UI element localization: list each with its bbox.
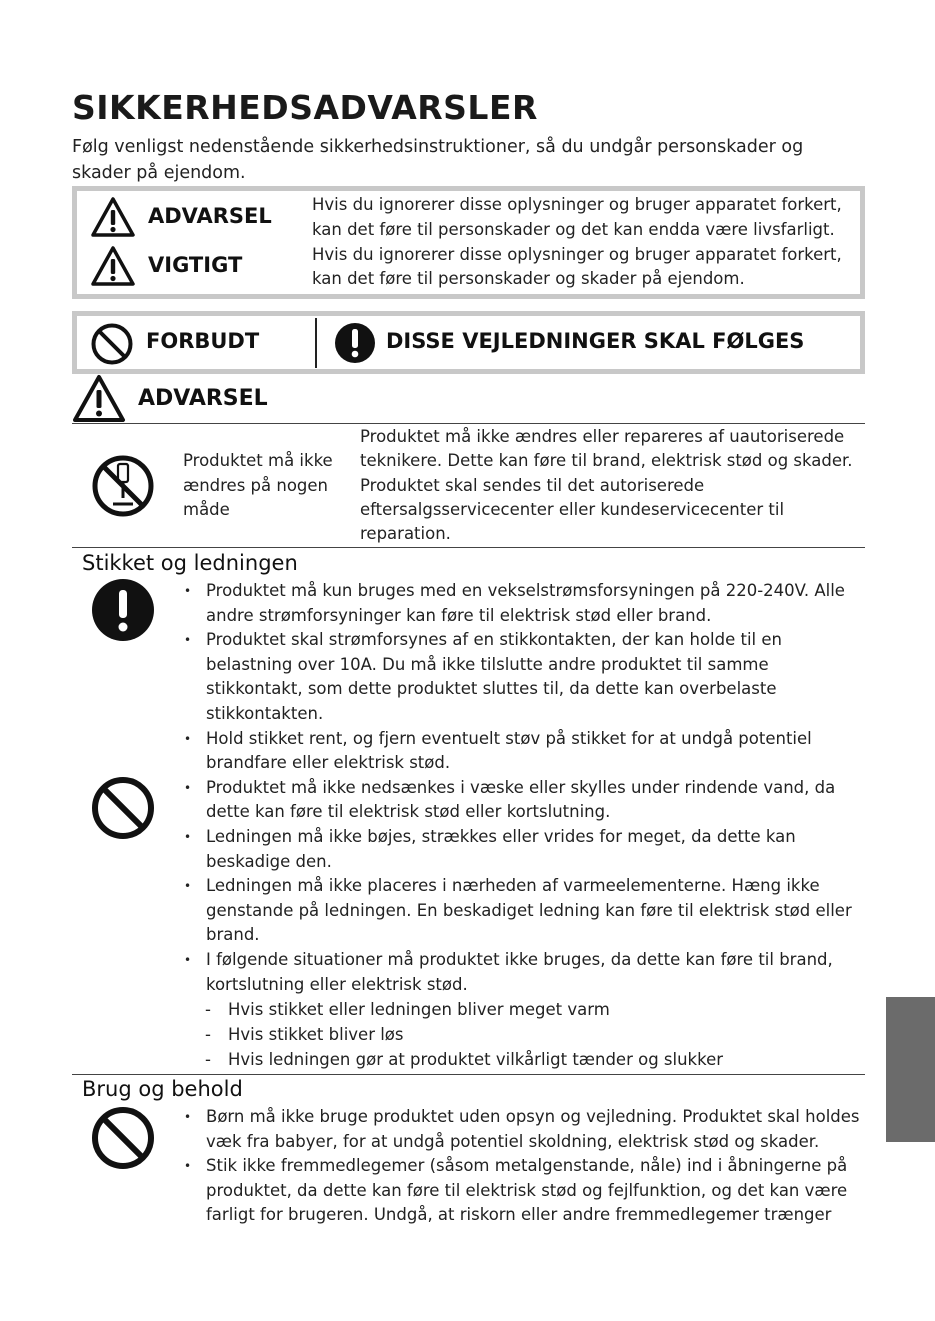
page-title: SIKKERHEDSADVARSLER (72, 88, 538, 127)
prohibition-icon (90, 322, 134, 366)
list-item: • Ledningen må ikke bøjes, strækkes eller vrides for meget, da dette kan beskadige den. (184, 825, 856, 874)
list-item: • Produktet skal strømforsynes af en stikkontakten, der kan holde til en belastning over 10A. Du må ikke tilslutte andre produktet til samme stikkontakt, som dette produktet sluttes til, da dette kan overbelaste stikkontakten. (184, 628, 856, 726)
section-heading-plug: Stikket og ledningen (82, 551, 298, 575)
mandatory-exclamation-icon (333, 321, 377, 365)
modify-long-line-1: Produktet må ikke ændres eller repareres af uautoriserede (360, 427, 845, 446)
list-item: • Ledningen må ikke placeres i nærheden af varmeelementerne. Hæng ikke genstande på ledningen. En beskadiget ledning kan føre til elektrisk stød eller brand. (184, 874, 856, 948)
prohibition-icon (91, 776, 155, 840)
list-item: • Produktet må ikke nedsænkes i væske eller skylles under rindende vand, da dette kan føre til elektrisk stød eller kortslutning. (184, 776, 856, 825)
forbudt-label: FORBUDT (146, 329, 260, 353)
modify-short-line-2: ændres på nogen (183, 476, 329, 495)
section-heading-use: Brug og behold (82, 1077, 243, 1101)
follow-instructions-label: DISSE VEJLEDNINGER SKAL FØLGES (386, 329, 805, 353)
sub-list-item: - Hvis stikket bliver løs (184, 1022, 856, 1047)
intro-text: Følg venligst nedenstående sikkerhedsinstruktioner, så du undgår personskader og skader på ejendom. (72, 137, 804, 183)
vigtigt-desc-line-1: Hvis du ignorerer disse oplysninger og bruger apparatet forkert, (312, 245, 842, 264)
plug-bullet-list (184, 579, 856, 1072)
warning-triangle-icon (72, 374, 126, 424)
side-tab-marker (886, 997, 935, 1142)
vigtigt-label: VIGTIGT (148, 253, 243, 277)
divider (72, 547, 865, 548)
sub-list-item: - Hvis stikket eller ledningen bliver meget varm (184, 997, 856, 1022)
modify-short-line-3: måde (183, 500, 230, 519)
advarsel-desc-line-2: kan det føre til personskader og det kan endda være livsfarligt. (312, 220, 835, 239)
modify-long-line-5: reparation. (360, 524, 451, 543)
advarsel-label: ADVARSEL (148, 204, 272, 228)
divider (72, 1074, 865, 1075)
prohibition-icon (91, 1106, 155, 1170)
divider (72, 423, 865, 424)
list-item: • I følgende situationer må produktet ikke bruges, da dette kan føre til brand, kortslutning eller elektrisk stød. (184, 948, 856, 997)
list-item: • Produktet må kun bruges med en vekselstrømsforsyningen på 220-240V. Alle andre strømforsyninger kan føre til elektrisk stød eller brand. (184, 579, 856, 628)
warning-heading: ADVARSEL (138, 386, 268, 411)
list-item: • Børn må ikke bruge produktet uden opsyn og vejledning. Produktet skal holdes væk fra babyer, for at undgå potentiel skoldning, elektrisk stød og skader. (184, 1105, 860, 1154)
list-item: • Hold stikket rent, og fjern eventuelt støv på stikket for at undgå potentiel brandfare eller elektrisk stød. (184, 727, 856, 776)
modify-long-line-2: teknikere. Dette kan føre til brand, elektrisk stød og skader. (360, 451, 853, 470)
legend-divider (315, 318, 317, 368)
modify-long-line-4: eftersalgsservicecenter eller kundeservicecenter til (360, 500, 785, 519)
no-disassembly-icon (91, 454, 155, 518)
modify-long-line-3: Produktet skal sendes til det autoriserede (360, 476, 705, 495)
advarsel-desc-line-1: Hvis du ignorerer disse oplysninger og bruger apparatet forkert, (312, 195, 842, 214)
use-bullet-list (184, 1105, 860, 1228)
vigtigt-desc-line-2: kan det føre til personskader og skader på ejendom. (312, 269, 745, 288)
mandatory-exclamation-icon (91, 578, 155, 642)
list-item: • Stik ikke fremmedlegemer (såsom metalgenstande, nåle) ind i åbningerne på produktet, da dette kan føre til elektrisk stød og fejlfunktion, og det kan være farligt for brugeren. Undgå, at riskorn eller andre fremmedlegemer trænger (184, 1154, 860, 1228)
warning-triangle-icon (90, 245, 136, 287)
sub-list-item: - Hvis ledningen gør at produktet vilkårligt tænder og slukker (184, 1047, 856, 1072)
warning-triangle-icon (90, 196, 136, 238)
modify-short-line-1: Produktet må ikke (183, 451, 333, 470)
